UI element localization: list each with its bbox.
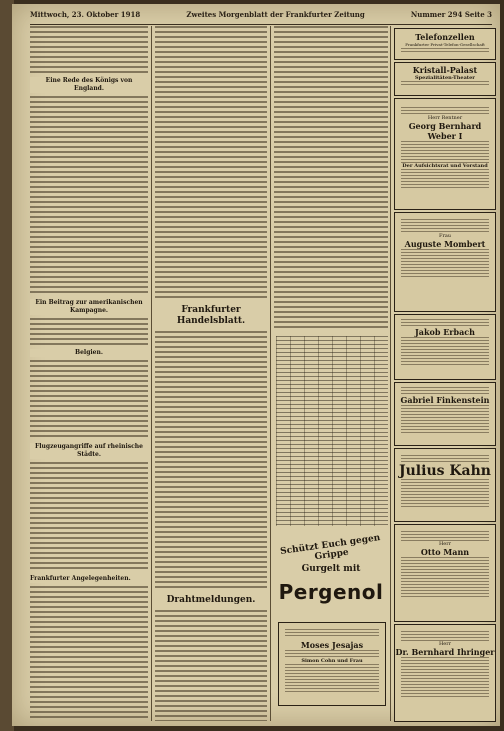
ihringer-obituary [394,624,496,722]
pergenol-ad [275,533,387,616]
column-rule [151,26,152,721]
finkenstein-obituary [394,382,496,446]
moses-sub: Simon Cohn und Frau [301,658,363,664]
kahn-name: Julius Kahn [399,463,491,479]
stock-table [276,336,388,526]
mann-name: Otto Mann [420,547,470,557]
text-column-2 [155,26,267,721]
pergenol-brand: Pergenol [278,580,384,604]
telefon-title: Telefonzellen [415,32,475,42]
headline-handelsblatt: Frankfurter Handelsblatt. [155,305,267,327]
kahn-obituary [394,448,496,522]
mann-prefix: Herr [438,541,452,547]
headline-king-speech: Eine Rede des Königs von England. [30,77,148,93]
column-rule [270,26,271,721]
telefon-sub: Frankfurter Privat-Telefon-Gesellschaft [405,42,485,47]
finkenstein-name: Gabriel Finkenstein [400,395,490,405]
pergenol-slogan: Schützt Euch gegen Grippe [279,533,381,563]
ihringer-name: Dr. Bernhard Ihringer [395,647,495,657]
moses-jesajas-notice [278,622,386,706]
headline-frankfurt-affairs: Frankfurter Angelegenheiten. [30,575,148,583]
text-column-1 [30,26,148,721]
mombert-obituary [394,212,496,312]
mombert-name: Auguste Mombert [404,239,486,249]
erbach-obituary [394,314,496,380]
weber-prefix: Herr Rentner [427,115,463,121]
headline-air-raids: Flugzeugangriffe auf rheinische Städte. [30,443,148,459]
header-page-number: Nummer 294 Seite 3 [410,10,492,19]
moses-name: Moses Jesajas [300,640,364,650]
headline-drahtmeldungen: Drahtmeldungen. [155,595,267,606]
telefon-ad [394,28,496,60]
mombert-prefix: Frau [438,233,452,239]
kristall-ad [394,62,496,96]
newspaper-page [12,4,500,726]
pergenol-line: Gurgelt mit [301,564,361,574]
erbach-name: Jakob Erbach [414,327,475,337]
kristall-title: Kristall-Palast [412,65,478,75]
kristall-sub: Spezialitäten-Theater [415,75,475,81]
headline-american-campaign: Ein Beitrag zur amerikanischen Kampagne. [30,299,148,315]
header-date: Mittwoch, 23. Oktober 1918 [30,10,141,19]
weber-obituary [394,98,496,210]
mann-obituary [394,524,496,622]
text-column-3 [274,26,388,331]
column-rule [390,26,391,721]
header-masthead: Zweites Morgenblatt der Frankfurter Zeitung [186,10,365,19]
page-header [30,10,492,25]
ihringer-prefix: Herr [438,641,452,647]
headline-belgium: Belgien. [30,349,148,357]
weber-name: Georg Bernhard Weber I [408,121,482,141]
weber-note: Der Aufsichtsrat und Vorstand [402,163,488,169]
